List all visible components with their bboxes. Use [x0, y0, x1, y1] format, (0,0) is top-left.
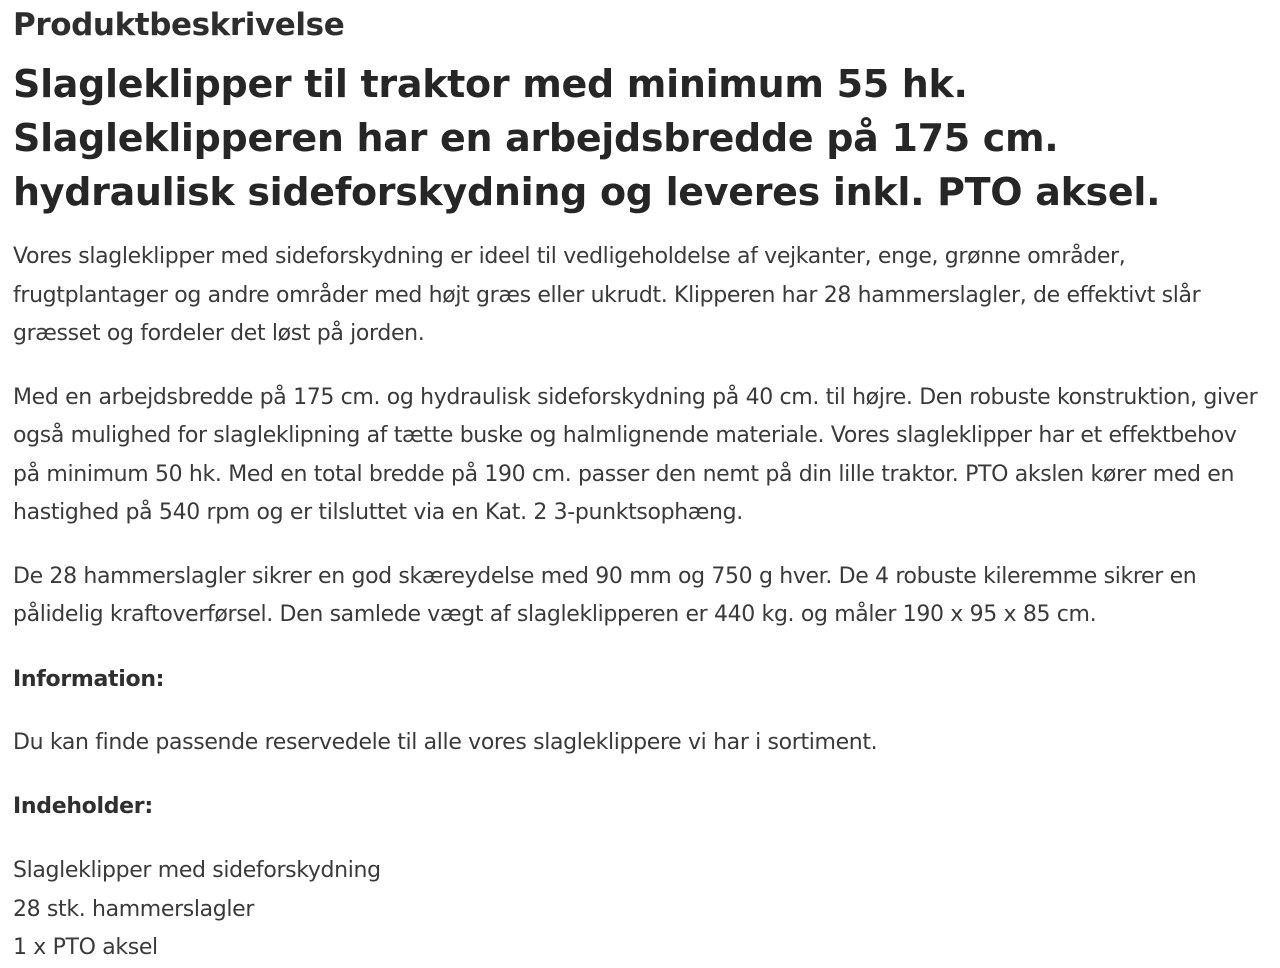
list-item: Slagleklipper med sideforskydning [13, 858, 381, 883]
description-paragraph-1: Vores slagleklipper med sideforskydning er ideel til vedligeholdelse af vejkanter, enge, grønne områder, frugtplantager og andre områder med højt græs eller ukrudt. Klipperen har 28 hammerslagler, de effektivt slår græsset og fordeler det løst på jorden. [13, 244, 1201, 346]
product-description [13, 0, 1268, 968]
contents-label: Indeholder: [13, 794, 153, 819]
product-headline: Slagleklipper til traktor med minimum 55 hk. Slagleklipperen har en arbejdsbredde på 175 cm. hydraulisk sideforskydning og leveres inkl. PTO aksel. [13, 62, 1161, 214]
list-item: 28 stk. hammerslagler [13, 896, 255, 922]
description-paragraph-3: De 28 hammerslagler sikrer en god skæreydelse med 90 mm og 750 g hver. De 4 robuste kileremme sikrer en pålidelig kraftoverførsel. Den samlede vægt af slagleklipperen er 440 kg. og måler 190 x 95 x 85 cm. [13, 563, 1197, 627]
information-label: Information: [13, 666, 165, 692]
list-item: 1 x PTO aksel [13, 935, 158, 960]
section-title: Produktbeskrivelse [13, 7, 345, 43]
information-text: Du kan finde passende reservedele til alle vores slagleklippere vi har i sortiment. [13, 729, 878, 755]
description-paragraph-2: Med en arbejdsbredde på 175 cm. og hydraulisk sideforskydning på 40 cm. til højre. Den robuste konstruktion, giver også mulighed for slagleklipning af tætte buske og halmlignende materiale. Vores slagleklipper har et effektbehov på minimum 50 hk. Med en total bredde på 190 cm. passer den nemt på din lille traktor. PTO akslen kører med en hastighed på 540 rpm og er tilsluttet via en Kat. 2 3-punktsophæng. [13, 384, 1258, 525]
contents-list [13, 852, 1268, 968]
